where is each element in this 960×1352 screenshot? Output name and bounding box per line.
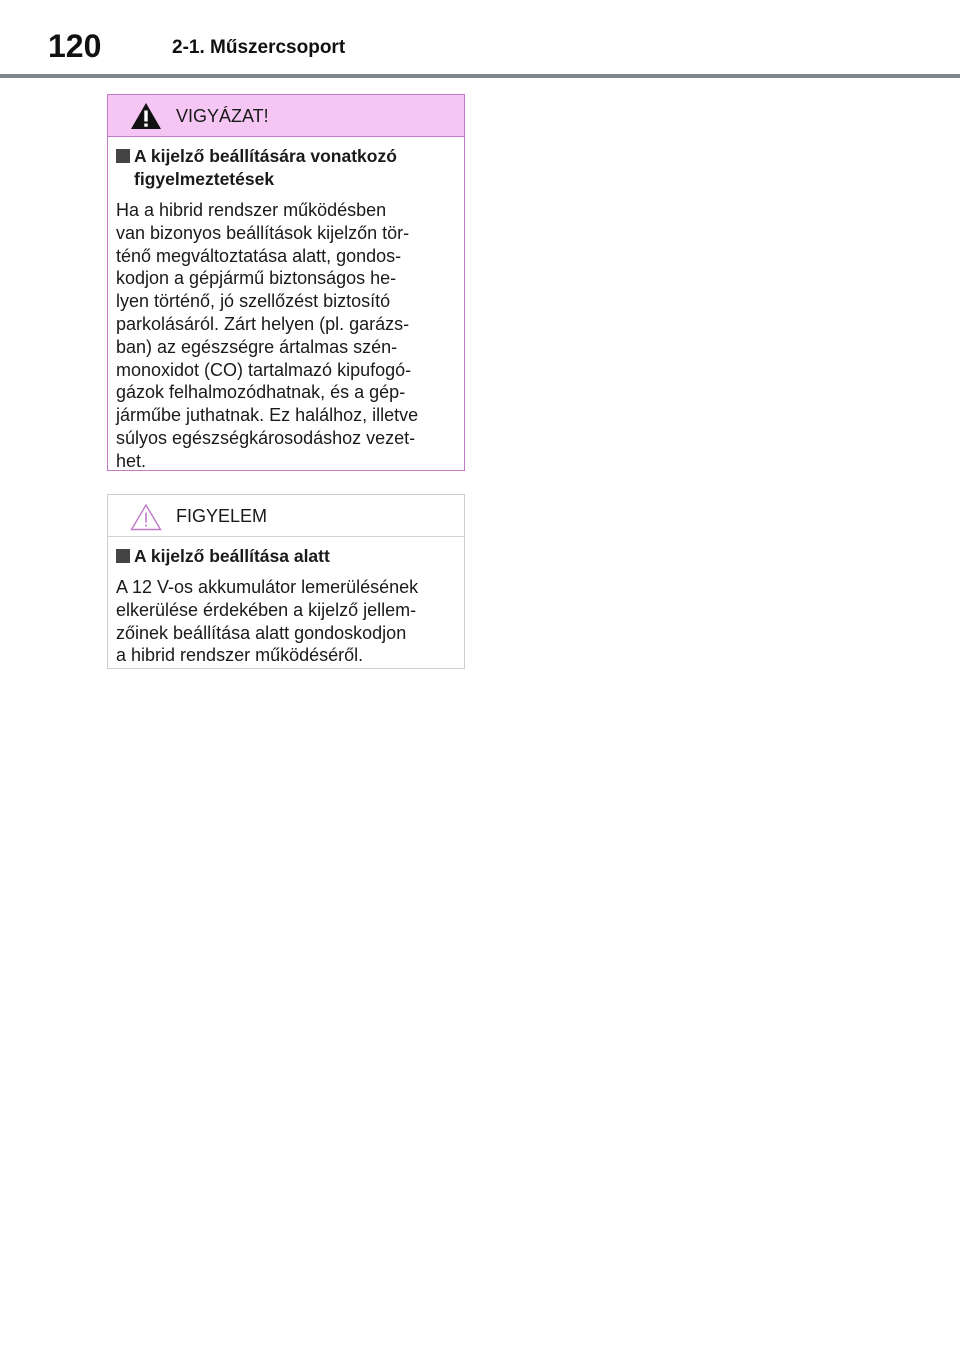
caution-box-header — [108, 95, 464, 137]
caution-box-body — [108, 137, 464, 473]
notice-box — [107, 494, 465, 669]
caution-heading — [116, 145, 450, 191]
notice-box-body — [108, 537, 464, 667]
notice-title: FIGYELEM — [176, 506, 268, 526]
warning-triangle-outline-icon — [130, 503, 162, 531]
caution-text: Ha a hibrid rendszer működésben van bizonyos beállítások kijelzőn tör- ténő megváltoztatása alatt, gondos- kodjon a gépjármű biztonságos he- lyen történő, jó szellőzést biztosító parkolásáról. Zárt helyen (pl. garázs- ban) az egészségre ártalmas szén- monoxidot (CO) tartalmazó kipufogó- gázok felhalmozódhatnak, és a gép- járműbe juthatnak. Ez halálhoz, illetve súlyos egészségkárosodáshoz vezet- het. — [116, 200, 419, 471]
page-header — [0, 0, 960, 78]
notice-text: A 12 V-os akkumulátor lemerülésének elkerülése érdekében a kijelző jellem- zőinek beállítása alatt gondoskodjon a hibrid rendszer működéséről. — [116, 577, 419, 666]
caution-box — [107, 94, 465, 471]
square-bullet-icon — [116, 549, 130, 563]
caution-title: VIGYÁZAT! — [176, 106, 269, 126]
caution-heading-text: A kijelző beállítására vonatkozó figyelmeztetések — [134, 146, 397, 189]
section-title: 2-1. Műszercsoport — [172, 37, 346, 58]
notice-heading-text: A kijelző beállítása alatt — [134, 546, 330, 566]
notice-box-header — [108, 495, 464, 537]
warning-triangle-icon — [130, 102, 162, 130]
page-number: 120 — [48, 28, 102, 64]
square-bullet-icon — [116, 149, 130, 163]
notice-heading — [116, 545, 450, 568]
header-rule — [0, 74, 960, 78]
